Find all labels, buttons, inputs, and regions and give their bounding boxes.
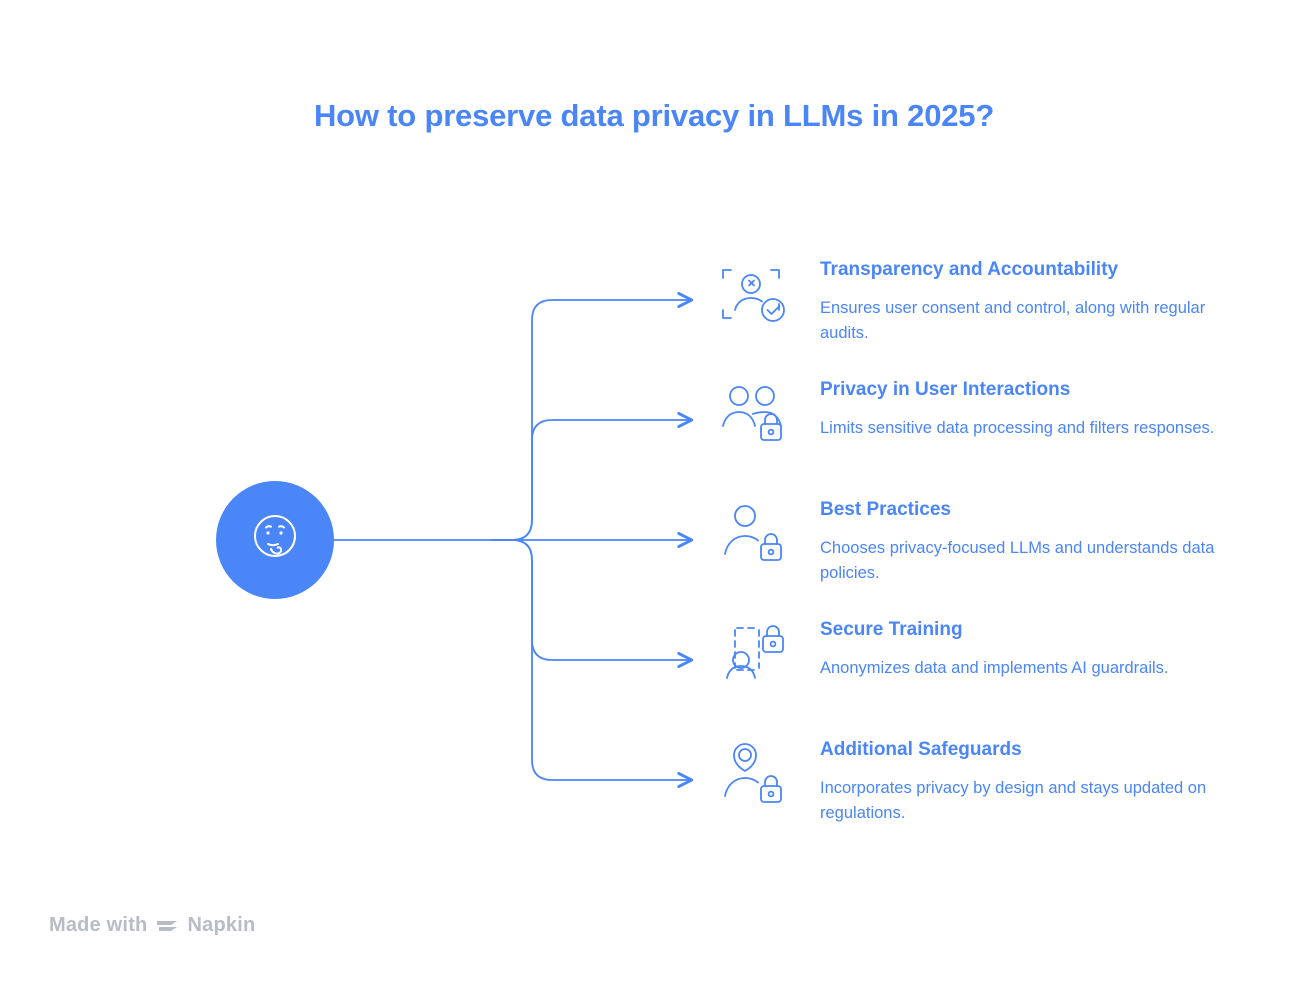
branch-text	[820, 738, 1220, 826]
branch-text	[820, 498, 1220, 586]
branch-heading: Additional Safeguards	[820, 739, 1022, 760]
branch-text	[820, 378, 1220, 441]
user-lock-icon	[715, 498, 795, 578]
user-dashed-lock-icon	[715, 618, 795, 698]
central-node[interactable]	[216, 481, 334, 599]
user-scan-check-icon	[715, 258, 795, 338]
branch-description: Incorporates privacy by design and stays updated on regulations.	[820, 779, 1207, 822]
footer-brand: Napkin	[187, 914, 256, 936]
two-users-lock-icon	[715, 378, 795, 458]
branch-heading: Best Practices	[820, 499, 951, 520]
branch-description: Anonymizes data and implements AI guardrails.	[820, 659, 1169, 677]
thinking-face-icon	[245, 508, 305, 573]
branch-text	[820, 258, 1220, 346]
branch-description: Chooses privacy-focused LLMs and understands data policies.	[820, 539, 1215, 582]
branch-description: Ensures user consent and control, along with regular audits.	[820, 299, 1206, 342]
person-shield-lock-icon	[715, 738, 795, 818]
footer-prefix: Made with	[49, 914, 148, 936]
napkin-logo-icon	[155, 916, 179, 936]
branch-description: Limits sensitive data processing and filters responses.	[820, 419, 1215, 437]
page-title: How to preserve data privacy in LLMs in 2025?	[313, 98, 995, 133]
branch-heading: Secure Training	[820, 619, 963, 640]
branch-heading: Transparency and Accountability	[820, 259, 1119, 280]
footer-attribution	[49, 914, 255, 937]
branch-text	[820, 618, 1220, 681]
branch-heading: Privacy in User Interactions	[820, 379, 1071, 400]
